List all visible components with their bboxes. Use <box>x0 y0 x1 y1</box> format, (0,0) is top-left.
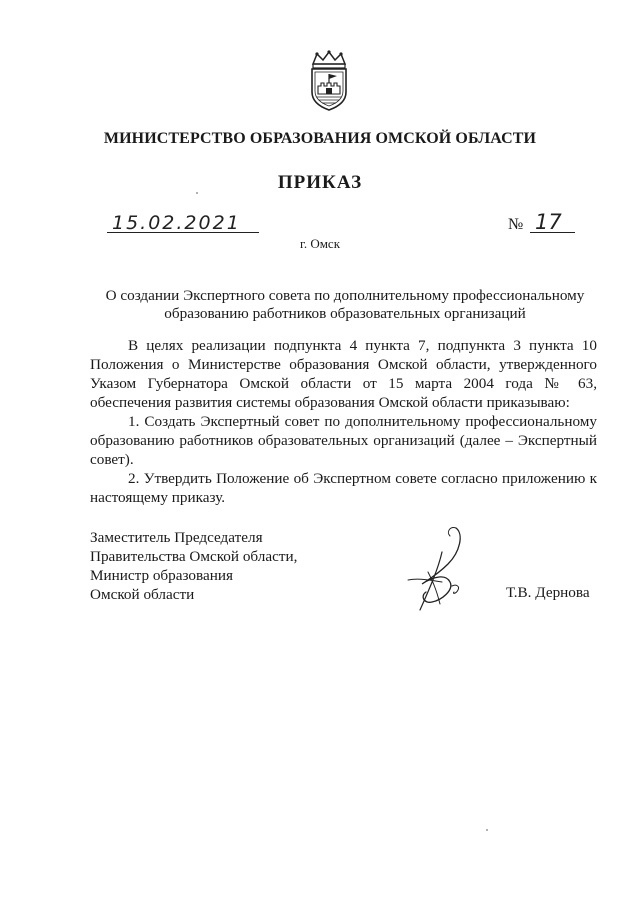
coat-of-arms-icon <box>301 50 357 112</box>
order-body <box>90 336 597 507</box>
order-number: 17 <box>535 210 562 234</box>
signatory-line-2: Правительства Омской области, <box>90 548 298 565</box>
number-label: № <box>508 216 524 233</box>
signatory-line-3: Министр образования <box>90 567 233 584</box>
document-type-title: ПРИКАЗ <box>277 172 363 193</box>
scan-speck <box>196 192 198 194</box>
order-item-2: 2. Утвердить Положение об Экспертном совете согласно приложению к настоящему приказу. <box>90 470 597 506</box>
date-underline <box>107 232 259 233</box>
signature-icon <box>398 522 478 614</box>
number-underline <box>530 232 575 233</box>
order-item-1: 1. Создать Экспертный совет по дополнительному профессиональному образованию работников образовательных организаций (далее – Экспертный совет). <box>90 413 597 468</box>
signatory-position <box>90 528 297 604</box>
subject-line-2: образованию работников образовательных организаций <box>164 305 526 322</box>
subject-line-1: О создании Экспертного совета по дополнительному профессиональному <box>105 287 585 304</box>
order-date: 15.02.2021 <box>112 212 241 234</box>
city-label: г. Омск <box>299 236 341 251</box>
signer-name: Т.В. Дернова <box>506 584 590 601</box>
preamble-paragraph: В целях реализации подпункта 4 пункта 7, подпункта 3 пункта 10 Положения о Министерстве образования Омской области, утвержденного Указом Губернатора Омской области от 15 марта 2004 года № 63, обеспечения развития системы образования Омской области приказываю: <box>90 337 597 411</box>
signatory-line-4: Омской области <box>90 586 195 603</box>
signatory-line-1: Заместитель Председателя <box>90 529 263 546</box>
order-subject <box>90 287 600 323</box>
ministry-title: МИНИСТЕРСТВО ОБРАЗОВАНИЯ ОМСКОЙ ОБЛАСТИ <box>103 130 537 147</box>
scan-speck <box>486 829 488 831</box>
